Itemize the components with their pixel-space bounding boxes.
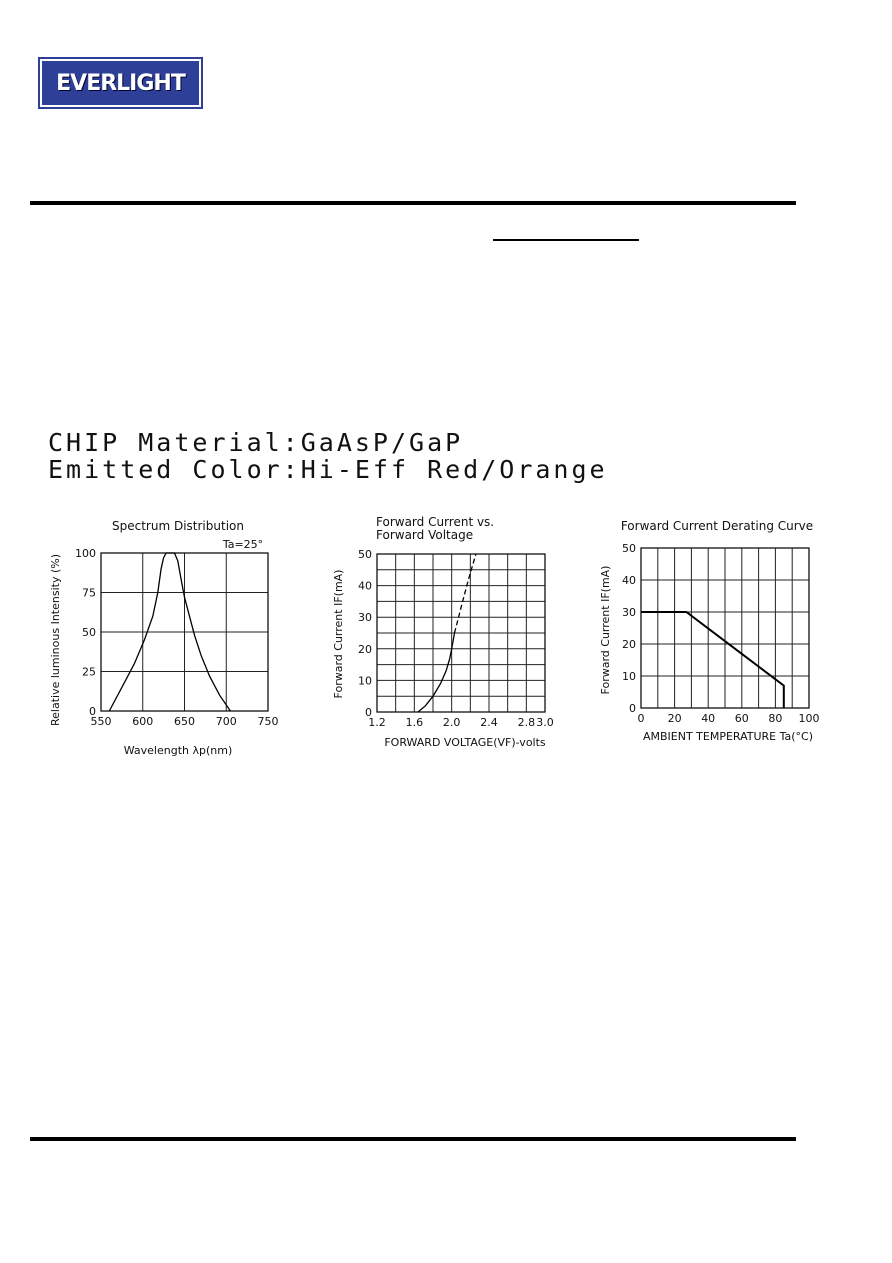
- x-axis-label: AMBIENT TEMPERATURE Ta(°C): [642, 730, 814, 743]
- y-tick-label: 0: [89, 705, 96, 718]
- y-tick-label: 0: [365, 706, 372, 719]
- chart-spectrum: [49, 519, 279, 757]
- series-line-max-forward-current: [641, 612, 784, 708]
- y-tick-label: 40: [358, 579, 372, 593]
- y-tick-label: 40: [622, 574, 636, 587]
- x-tick-label: 650: [174, 715, 195, 728]
- x-tick-label: 550: [90, 715, 112, 728]
- y-tick-label: 10: [358, 674, 372, 688]
- x-tick-label: 0: [637, 712, 645, 725]
- y-axis-label: Forward Current IF(mA): [332, 569, 345, 699]
- emitted-color: Emitted Color:Hi-Eff Red/Orange: [48, 455, 608, 484]
- x-tick-label: 1.6: [405, 716, 424, 729]
- x-tick-label: 1.2: [368, 716, 386, 729]
- x-axis-label: Wavelength λp(nm): [123, 744, 233, 757]
- x-tick-label: 40: [701, 712, 716, 725]
- chart-derating: [599, 519, 820, 743]
- x-tick-label: 2.8: [517, 716, 536, 729]
- x-tick-label: 3.0: [536, 716, 554, 729]
- chart-title: Spectrum Distribution: [112, 519, 244, 533]
- y-tick-label: 75: [82, 586, 96, 600]
- y-axis-label: Forward Current IF(mA): [599, 565, 612, 695]
- logo-text: EVERLIGHT: [56, 70, 185, 96]
- chip-material: CHIP Material:GaAsP/GaP: [48, 428, 464, 457]
- y-tick-label: 50: [358, 548, 372, 561]
- y-tick-label: 0: [629, 702, 636, 715]
- y-axis-label: Relative luminous Intensity (%): [49, 554, 62, 726]
- x-tick-label: 60: [734, 712, 749, 725]
- x-tick-label: 750: [257, 715, 279, 728]
- chart-title-line2: Forward Voltage: [376, 528, 474, 542]
- x-tick-label: 700: [215, 715, 237, 728]
- series-line-extrapolated: [455, 554, 476, 633]
- y-tick-label: 50: [82, 626, 96, 639]
- chart-title-line1: Forward Current vs.: [376, 515, 495, 529]
- x-tick-label: 2.0: [442, 716, 461, 729]
- x-axis-label: FORWARD VOLTAGE(VF)-volts: [384, 736, 546, 749]
- chart-annotation: Ta=25°: [222, 538, 264, 551]
- y-tick-label: 20: [358, 642, 372, 656]
- y-tick-label: 25: [82, 665, 96, 679]
- x-tick-label: 600: [132, 715, 154, 728]
- x-tick-label: 100: [798, 712, 820, 725]
- footer-divider: [30, 1137, 796, 1141]
- y-tick-label: 20: [622, 638, 636, 651]
- y-tick-label: 30: [358, 611, 372, 625]
- y-tick-label: 50: [622, 542, 636, 555]
- series-line-measured: [418, 633, 454, 712]
- chart-iv-curve: [332, 515, 554, 749]
- y-tick-label: 30: [622, 606, 636, 619]
- chart-title: Forward Current Derating Curve: [620, 519, 814, 533]
- x-tick-label: 20: [667, 712, 682, 725]
- x-tick-label: 80: [768, 712, 783, 725]
- x-tick-label: 2.4: [480, 716, 498, 729]
- y-tick-label: 100: [75, 547, 96, 560]
- y-tick-label: 10: [622, 670, 636, 683]
